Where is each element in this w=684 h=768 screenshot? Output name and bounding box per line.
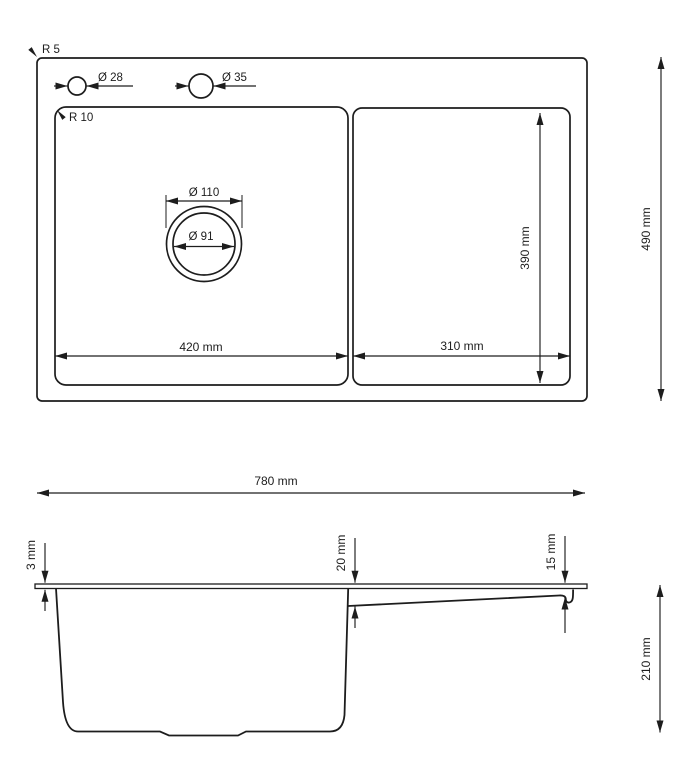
dim-tap-hole-small (54, 72, 133, 95)
drainboard-edge-drop-label: 15 mm (544, 533, 558, 571)
inner-corner-radius-label: R 10 (69, 112, 94, 124)
dim-outer-corner-radius (28, 44, 60, 57)
drain-inner-circle (173, 213, 235, 275)
dim-tap-hole-large (175, 72, 256, 98)
inner-length-label: 390 mm (518, 226, 532, 270)
bowl-ledge-drop-label: 20 mm (334, 534, 348, 572)
dim-drainboard-edge-drop (544, 534, 565, 633)
rim-thickness-label: 3 mm (24, 540, 38, 570)
outer-corner-radius-label: R 5 (42, 44, 60, 56)
leader-arrow-icon (28, 47, 37, 57)
drain-outer-label: Ø 110 (188, 187, 220, 199)
bowl-width-label: 420 mm (179, 340, 223, 354)
overall-width-label: 780 mm (254, 474, 298, 488)
dim-inner-length (518, 113, 540, 383)
dim-bowl-width (55, 340, 348, 356)
tap-hole-large-circle (189, 74, 213, 98)
top-view (28, 44, 661, 401)
dim-drain-outer (166, 187, 242, 228)
tap-hole-large-label: Ø 35 (222, 72, 247, 84)
drainboard-width-label: 310 mm (440, 339, 484, 353)
tap-hole-small-circle (68, 77, 86, 95)
bowl-profile-outline (56, 589, 348, 736)
overall-length-label: 490 mm (639, 207, 653, 251)
side-view (24, 534, 660, 736)
dim-drain-inner (174, 231, 234, 247)
dim-bowl-ledge-drop (334, 535, 355, 628)
dim-rim-thickness (24, 540, 45, 611)
dim-overall-width (37, 474, 585, 493)
dim-drainboard-width (353, 339, 570, 356)
drain-outer-circle (167, 207, 242, 282)
tap-hole-small-label: Ø 28 (98, 72, 123, 84)
leader-arrow-icon (57, 110, 66, 120)
drain-inner-label: Ø 91 (188, 231, 214, 243)
sink-outer-rim-outline (37, 58, 587, 401)
overall-height-label: 210 mm (639, 637, 653, 681)
dim-overall-height (639, 585, 660, 733)
dim-inner-corner-radius (57, 110, 93, 124)
dim-overall-length (639, 57, 661, 401)
drainboard-profile-outline (348, 590, 573, 607)
rim-plate-outline (35, 584, 587, 589)
